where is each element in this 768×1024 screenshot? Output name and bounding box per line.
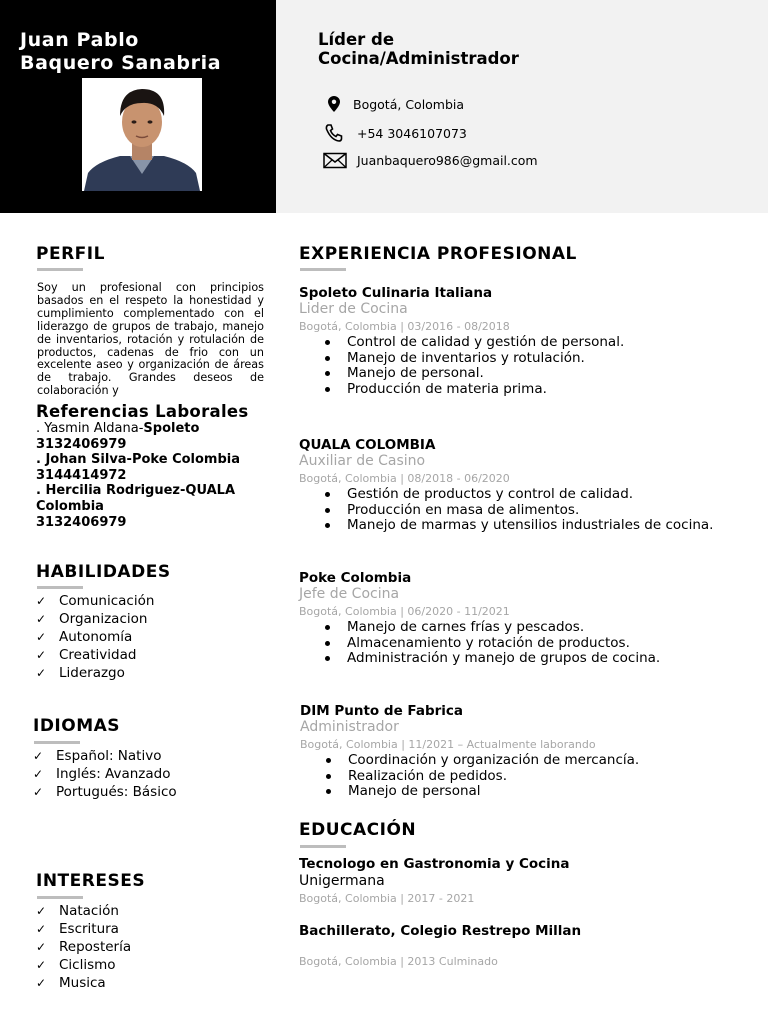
list-item: Manejo de carnes frías y pescados. — [299, 620, 759, 636]
check-icon: ✓ — [36, 904, 47, 918]
list-item: ✓ Comunicación — [36, 593, 155, 609]
perfil-heading: PERFIL — [36, 244, 105, 264]
job-meta: Bogotá, Colombia | 08/2018 - 06/2020 — [299, 472, 510, 485]
habilidades-heading: HABILIDADES — [36, 562, 171, 582]
check-icon: ✓ — [36, 922, 47, 936]
check-icon: ✓ — [36, 594, 47, 608]
education-meta: Bogotá, Colombia | 2017 - 2021 — [299, 892, 475, 905]
job-title: Líder de Cocina/Administrador — [318, 30, 519, 68]
list-item: Manejo de personal. — [299, 366, 759, 382]
list-item: Producción de materia prima. — [299, 382, 759, 398]
job-meta: Bogotá, Colombia | 03/2016 - 08/2018 — [299, 320, 510, 333]
job-company: DIM Punto de Fabrica — [300, 703, 464, 719]
education-entry — [299, 856, 570, 907]
intereses-list — [36, 902, 131, 992]
idiomas-divider — [34, 741, 80, 744]
check-icon: ✓ — [36, 666, 47, 680]
intereses-divider — [37, 896, 83, 899]
job-company: Poke Colombia — [299, 570, 412, 586]
list-item: ✓ Escritura — [36, 921, 119, 937]
referencias-list — [36, 421, 266, 530]
job-duties — [299, 335, 759, 398]
job-company: Spoleto Culinaria Italiana — [299, 285, 493, 301]
profile-photo — [82, 78, 202, 191]
list-item: Administración y manejo de grupos de cocina. — [299, 651, 759, 667]
education-meta: Bogotá, Colombia | 2013 Culminado — [299, 955, 498, 968]
job-meta: Bogotá, Colombia | 06/2020 - 11/2021 — [299, 605, 510, 618]
list-item: ✓ Repostería — [36, 939, 132, 955]
list-item: Control de calidad y gestión de personal. — [299, 335, 759, 351]
list-item: ✓ Español: Nativo — [33, 748, 162, 764]
habilidades-divider — [37, 586, 83, 589]
job-position: Lider de Cocina — [299, 301, 408, 317]
check-icon: ✓ — [33, 749, 44, 763]
check-icon: ✓ — [36, 648, 47, 662]
reference-item: . Yasmin Aldana-Spoleto 3132406979 — [36, 421, 200, 452]
check-icon: ✓ — [33, 767, 44, 781]
list-item: ✓ Organizacion — [36, 611, 148, 627]
location-pin-icon — [328, 96, 340, 112]
contact-phone: +54 3046107073 — [325, 124, 467, 142]
idiomas-heading: IDIOMAS — [33, 716, 121, 736]
list-item: ✓ Musica — [36, 975, 106, 991]
perfil-text: Soy un profesional con principios basados en el respeto la honestidad y cumplimiento complementado con el liderazgo de grupos de trabajo, manejo de inventarios, rotación y rotulación de productos, cadenas de frio con un excelente aseo y organización de áreas de trabajo. Grandes deseos de colaboración y — [37, 282, 264, 397]
job-entry — [299, 285, 759, 398]
contact-location: Bogotá, Colombia — [328, 96, 464, 112]
list-item: Manejo de inventarios y rotulación. — [299, 351, 759, 367]
list-item: Gestión de productos y control de calidad. — [299, 487, 759, 503]
list-item: ✓ Autonomía — [36, 629, 133, 645]
check-icon: ✓ — [33, 785, 44, 799]
job-duties — [300, 753, 760, 800]
intereses-heading: INTERESES — [36, 871, 146, 891]
check-icon: ✓ — [36, 630, 47, 644]
educacion-divider — [300, 845, 346, 848]
envelope-icon — [323, 152, 347, 169]
education-degree: Bachillerato, Colegio Restrepo Millan — [299, 923, 582, 939]
list-item: Realización de pedidos. — [300, 769, 760, 785]
job-duties — [299, 487, 759, 534]
list-item: ✓ Portugués: Básico — [33, 784, 177, 800]
perfil-divider — [37, 268, 83, 271]
job-company: QUALA COLOMBIA — [299, 437, 436, 453]
list-item: ✓ Natación — [36, 903, 119, 919]
idiomas-list — [33, 747, 177, 801]
check-icon: ✓ — [36, 976, 47, 990]
job-entry — [300, 703, 760, 800]
person-photo-icon — [82, 78, 202, 191]
list-item: Manejo de marmas y utensilios industriales de cocina. — [299, 518, 759, 534]
experiencia-divider — [300, 268, 346, 271]
check-icon: ✓ — [36, 940, 47, 954]
experiencia-heading: EXPERIENCIA PROFESIONAL — [299, 244, 577, 264]
educacion-heading: EDUCACIÓN — [299, 820, 417, 840]
reference-item: . Johan Silva-Poke Colombia 3144414972 — [36, 452, 241, 483]
list-item: Manejo de personal — [300, 784, 760, 800]
list-item: Producción en masa de alimentos. — [299, 503, 759, 519]
list-item: Coordinación y organización de mercancía. — [300, 753, 760, 769]
candidate-name: Juan Pablo Baquero Sanabria — [20, 29, 222, 74]
education-entry — [299, 923, 581, 970]
list-item: Almacenamiento y rotación de productos. — [299, 636, 759, 652]
check-icon: ✓ — [36, 612, 47, 626]
job-meta: Bogotá, Colombia | 11/2021 – Actualmente laborando — [300, 738, 596, 751]
list-item: ✓ Creatividad — [36, 647, 137, 663]
phone-icon — [325, 124, 343, 142]
list-item: ✓ Ciclismo — [36, 957, 116, 973]
education-institution: Unigermana — [299, 873, 385, 889]
job-entry — [299, 437, 759, 534]
check-icon: ✓ — [36, 958, 47, 972]
job-position: Auxiliar de Casino — [299, 453, 426, 469]
habilidades-list — [36, 592, 154, 682]
job-position: Administrador — [300, 719, 399, 735]
list-item: ✓ Liderazgo — [36, 665, 125, 681]
job-position: Jefe de Cocina — [299, 586, 400, 602]
reference-item: . Hercilia Rodriguez-QUALA Colombia 3132406979 — [36, 483, 236, 530]
job-duties — [299, 620, 759, 667]
contact-email: Juanbaquero986@gmail.com — [323, 152, 538, 169]
job-entry — [299, 570, 759, 667]
referencias-heading: Referencias Laborales — [36, 402, 249, 421]
list-item: ✓ Inglés: Avanzado — [33, 766, 171, 782]
education-degree: Tecnologo en Gastronomia y Cocina — [299, 856, 570, 872]
